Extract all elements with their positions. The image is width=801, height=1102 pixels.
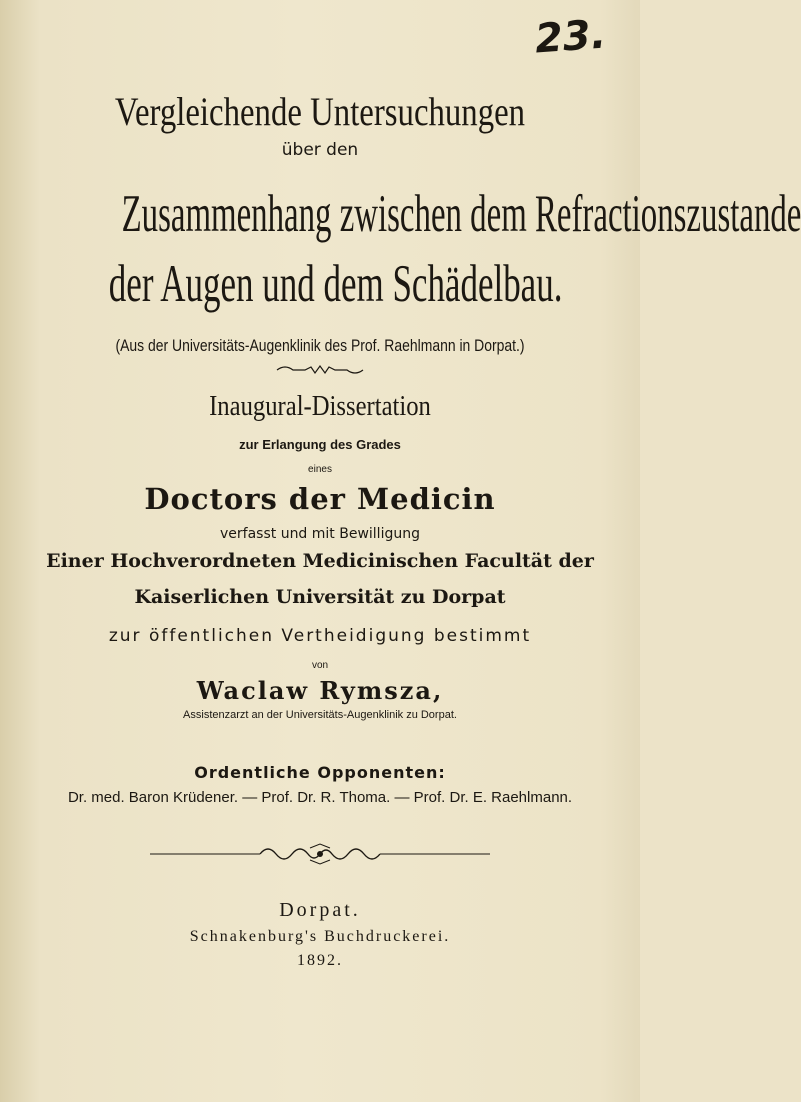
title-line-1: Vergleichende Untersuchungen xyxy=(114,89,526,134)
title-line-3: Zusammenhang zwischen dem Refractionszustande xyxy=(121,185,801,243)
opponents-heading: Ordentliche Opponenten: xyxy=(194,763,446,782)
dissertation-line-6: zur öffentlichen Vertheidigung bestimmt xyxy=(108,626,532,646)
author-position: Assistenzarzt an der Universitäts-Augenklinik zu Dorpat. xyxy=(183,709,457,721)
dissertation-heading: Inaugural-Dissertation xyxy=(209,390,431,422)
author-name: Waclaw Rymsza, xyxy=(196,676,444,705)
degree-title: Doctors der Medicin xyxy=(144,482,496,516)
imprint-city: Dorpat. xyxy=(279,899,361,921)
source-note: (Aus der Universitäts-Augenklinik des Prof. Raehlmann in Dorpat.) xyxy=(115,336,525,355)
title-line-4: der Augen und dem Schädelbau. xyxy=(108,255,563,313)
dissertation-line-1: zur Erlangung des Grades xyxy=(239,437,401,452)
handwritten-number: 23. xyxy=(533,11,608,63)
ornament-rule xyxy=(0,842,640,866)
title-line-2: über den xyxy=(281,140,359,160)
dissertation-line-4: Einer Hochverordneten Medicinischen Facultät der xyxy=(46,550,594,572)
ornament-rule-icon xyxy=(150,842,490,866)
dissertation-line-5: Kaiserlichen Universität zu Dorpat xyxy=(134,586,506,608)
ornament-divider-small-icon xyxy=(275,364,365,376)
imprint-year: 1892. xyxy=(297,952,343,969)
ornament-divider-small xyxy=(0,364,640,379)
imprint-printer: Schnakenburg's Buchdruckerei. xyxy=(189,928,451,945)
opponents-names: Dr. med. Baron Krüdener. — Prof. Dr. R. Thoma. — Prof. Dr. E. Raehlmann. xyxy=(67,789,573,806)
dissertation-line-3: verfasst und mit Bewilligung xyxy=(220,526,420,542)
dissertation-line-2: eines xyxy=(308,464,332,475)
dissertation-line-7: von xyxy=(311,660,329,671)
